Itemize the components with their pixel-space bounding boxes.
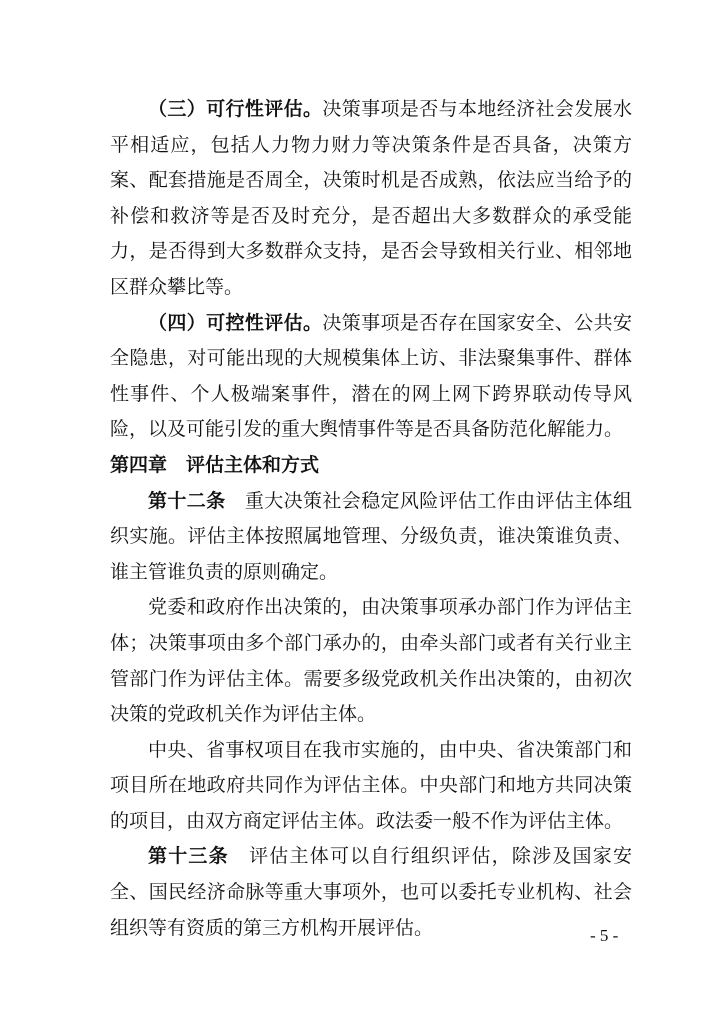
document-body (110, 92, 632, 946)
article-label: 第十三条 (148, 845, 229, 868)
page-number: - 5 - (590, 926, 619, 945)
paragraph-text: 决策事项是否存在国家安全、公共安全隐患，对可能出现的大规模集体上访、非法聚集事件、群体性事件、个人极端案事件，潜在的网上网下跨界联动传导风险，以及可能引发的重大舆情事件等是否具备防范化解能力。 (110, 311, 632, 441)
article-12 (110, 484, 632, 591)
paragraph-feasibility (110, 92, 632, 306)
article-text: 重大决策社会稳定风险评估工作由评估主体组织实施。评估主体按照属地管理、分级负责，谁决策谁负责、谁主管谁负责的原则确定。 (110, 489, 632, 583)
paragraph-text: 决策事项是否与本地经济社会发展水平相适应，包括人力物力财力等决策条件是否具备，决策方案、配套措施是否周全，决策时机是否成熟，依法应当给予的补偿和救济等是否及时充分，是否超出大多数群众的承受能力，是否得到大多数群众支持，是否会导致相关行业、相邻地区群众攀比等。 (110, 98, 632, 298)
paragraph-controllability (110, 306, 632, 448)
article-label: 第十二条 (148, 489, 226, 512)
article-13 (110, 839, 632, 946)
chapter-heading: 第四章 评估主体和方式 (110, 453, 320, 476)
paragraph-lead: （三）可行性评估。 (148, 98, 323, 120)
paragraph-lead: （四）可控性评估。 (148, 311, 323, 334)
article-text: 评估主体可以自行组织评估，除涉及国家安全、国民经济命脉等重大事项外，也可以委托专业机构、社会组织等有资质的第三方机构开展评估。 (110, 845, 632, 939)
paragraph-party-government: 党委和政府作出决策的，由决策事项承办部门作为评估主体；决策事项由多个部门承办的，由牵头部门或者有关行业主管部门作为评估主体。需要多级党政机关作出决策的，由初次决策的党政机关作为评估主体。 (110, 596, 632, 726)
paragraph-central-provincial: 中央、省事权项目在我市实施的，由中央、省决策部门和项目所在地政府共同作为评估主体。中央部门和地方共同决策的项目，由双方商定评估主体。政法委一般不作为评估主体。 (110, 738, 632, 832)
